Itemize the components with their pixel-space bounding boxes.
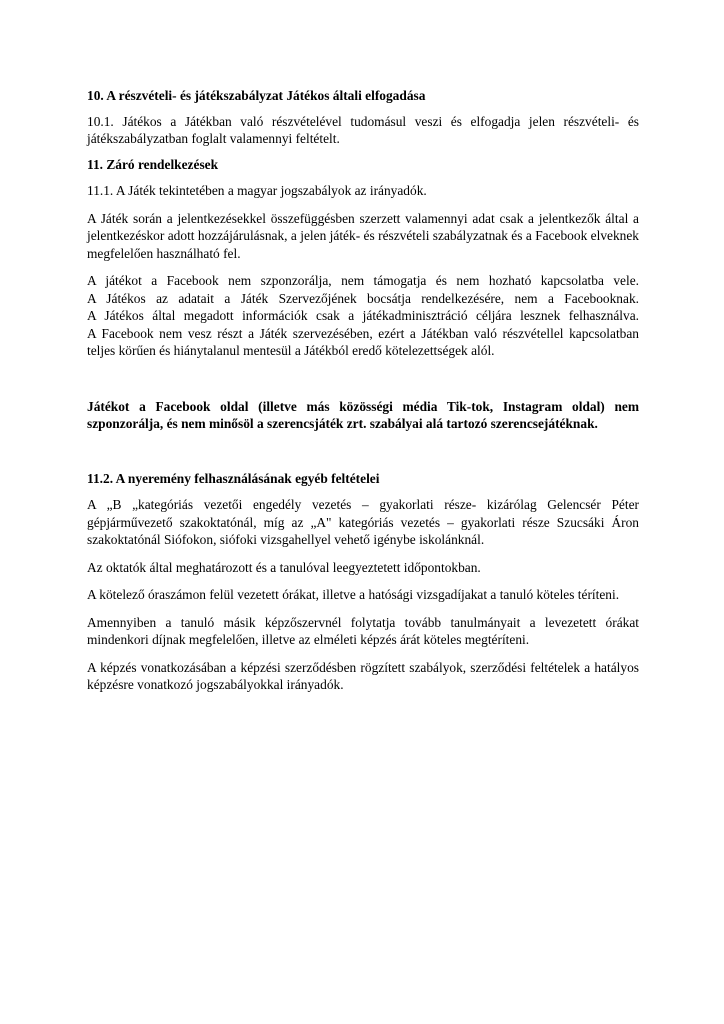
text-line: megfelelően használható fel. [87,245,241,261]
text-line: jelentkezéskor adott hozzájárulásnak, a jelen játék- és részvételi szabályzatnak és a Facebook elveknek [87,228,639,243]
transfer-paragraph [87,614,639,649]
text-line: A Játék során a jelentkezésekkel összefüggésben szerzett valamennyi adat csak a jelentkezők által a [87,210,639,226]
document-page [87,87,639,694]
facebook-disclaimer-paragraph [87,272,639,360]
appointment-paragraph: Az oktatók által meghatározott és a tanulóval leegyeztetett időpontokban. [87,559,481,575]
section-11-2-heading: 11.2. A nyeremény felhasználásának egyéb feltételei [87,470,380,486]
text-line: Amennyiben a tanuló másik képzőszervnél folytatja tovább tanulmányait a levezetett órákat [87,614,639,630]
text-line: A Játékos az adatait a Játék Szervezőjének bocsátja rendelkezésére, nem a Facebooknak. [87,290,639,306]
training-contract-paragraph [87,659,639,694]
text-line: képzésre vonatkozó jogszabályokkal irányadók. [87,677,344,692]
section-11-1-paragraph: 11.1. A Játék tekintetében a magyar jogszabályok az irányadók. [87,183,427,198]
text-line: szponzorálja, és nem minősöl a szerencsjáték zrt. szabályai alá tartozó szerencsejátéknak. [87,416,598,431]
text-line: A képzés vonatkozásában a képzési szerződésben rögzített szabályok, szerződési feltételek a hatályos [87,659,639,675]
text-line: 10.1. Játékos a Játékban való részvételével tudomásul veszi és elfogadja jelen részvételi- és [87,113,639,129]
data-usage-paragraph [87,210,639,263]
section-10-heading: 10. A részvételi- és játékszabályzat Játékos általi elfogadása [87,88,426,103]
text-line: mindenkori díjnak megfelelően, illetve az elméleti képzés árát köteles megtéríteni. [87,632,530,647]
extra-hours-paragraph: A kötelező óraszámon felül vezetett órákat, illetve a hatósági vizsgadíjakat a tanuló köteles téríteni. [87,587,620,602]
text-line: játékszabályzatban foglalt valamennyi feltételt. [87,131,340,146]
section-11-heading: 11. Záró rendelkezések [87,156,219,172]
text-line: A „B „kategóriás vezetői engedély vezetés – gyakorlati része- kizárólag Gelencsér Péter [87,497,639,512]
sponsorship-notice [87,398,639,433]
text-line: A Játékos által megadott információk csak a játékadminisztráció céljára lesznek felhasználva. [87,308,639,323]
section-10-1-paragraph [87,113,639,148]
text-line: A Facebook nem vesz részt a Játék szervezésében, ezért a Játékban való részvétellel kapcsolatban [87,325,639,341]
text-line: A játékot a Facebook nem szponzorálja, nem támogatja és nem hozható kapcsolatba vele. [87,273,639,288]
prize-conditions-paragraph [87,496,639,549]
text-line: teljes körűen és hiánytalanul mentesül a Játékból eredő kötelezettségek alól. [87,343,495,358]
text-line: Játékot a Facebook oldal (illetve más közösségi média Tik-tok, Instagram oldal) nem [87,398,639,414]
text-line: szakoktatónál Siófokon, siófoki vizsgahellyel vehető igénybe iskolánknál. [87,532,485,547]
text-line: gépjárművezető szakoktatónál, míg az „A" kategóriás vezetés – gyakorlati része Szucsáki Áron [87,514,639,530]
